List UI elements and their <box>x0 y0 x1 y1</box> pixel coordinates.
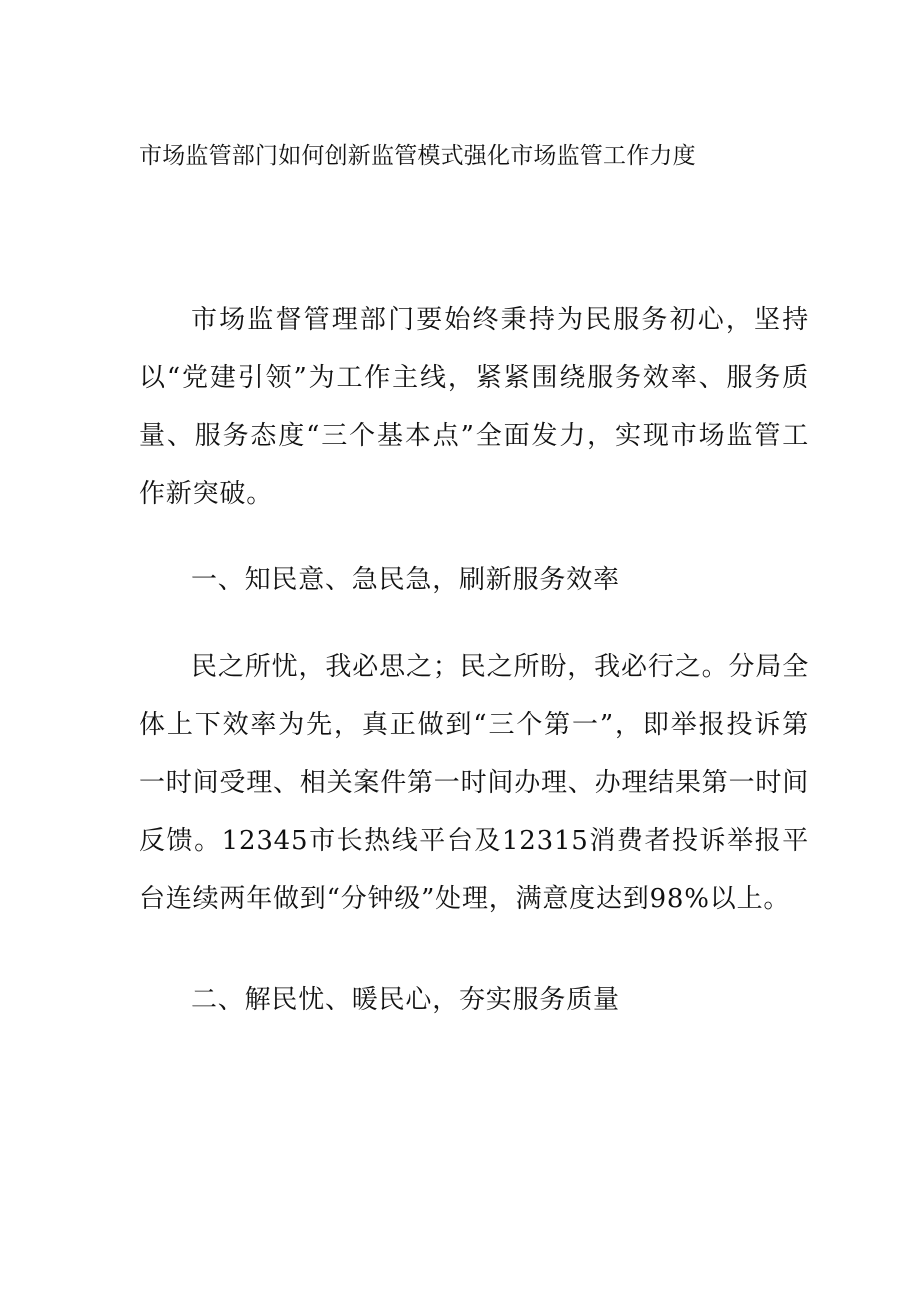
document-title: 市场监管部门如何创新监管模式强化市场监管工作力度 <box>139 143 696 169</box>
section-heading-1: 一、知民意、急民急，刷新服务效率 <box>191 565 620 595</box>
intro-paragraph: 市场监督管理部门要始终秉持为民服务初心，坚持以“党建引领”为工作主线，紧紧围绕服务效率、服务质量、服务态度“三个基本点”全面发力，实现市场监管工作新突破。 <box>139 305 809 509</box>
section-1-paragraph: 民之所忧，我必思之；民之所盼，我必行之。分局全体上下效率为先，真正做到“三个第一”，即举报投诉第一时间受理、相关案件第一时间办理、办理结果第一时间反馈。12345市长热线平台及12315消费者投诉举报平台连续两年做到“分钟级”处理，满意度达到98%以上。 <box>139 652 810 914</box>
section-heading-2: 二、解民忧、暖民心，夯实服务质量 <box>191 985 620 1015</box>
